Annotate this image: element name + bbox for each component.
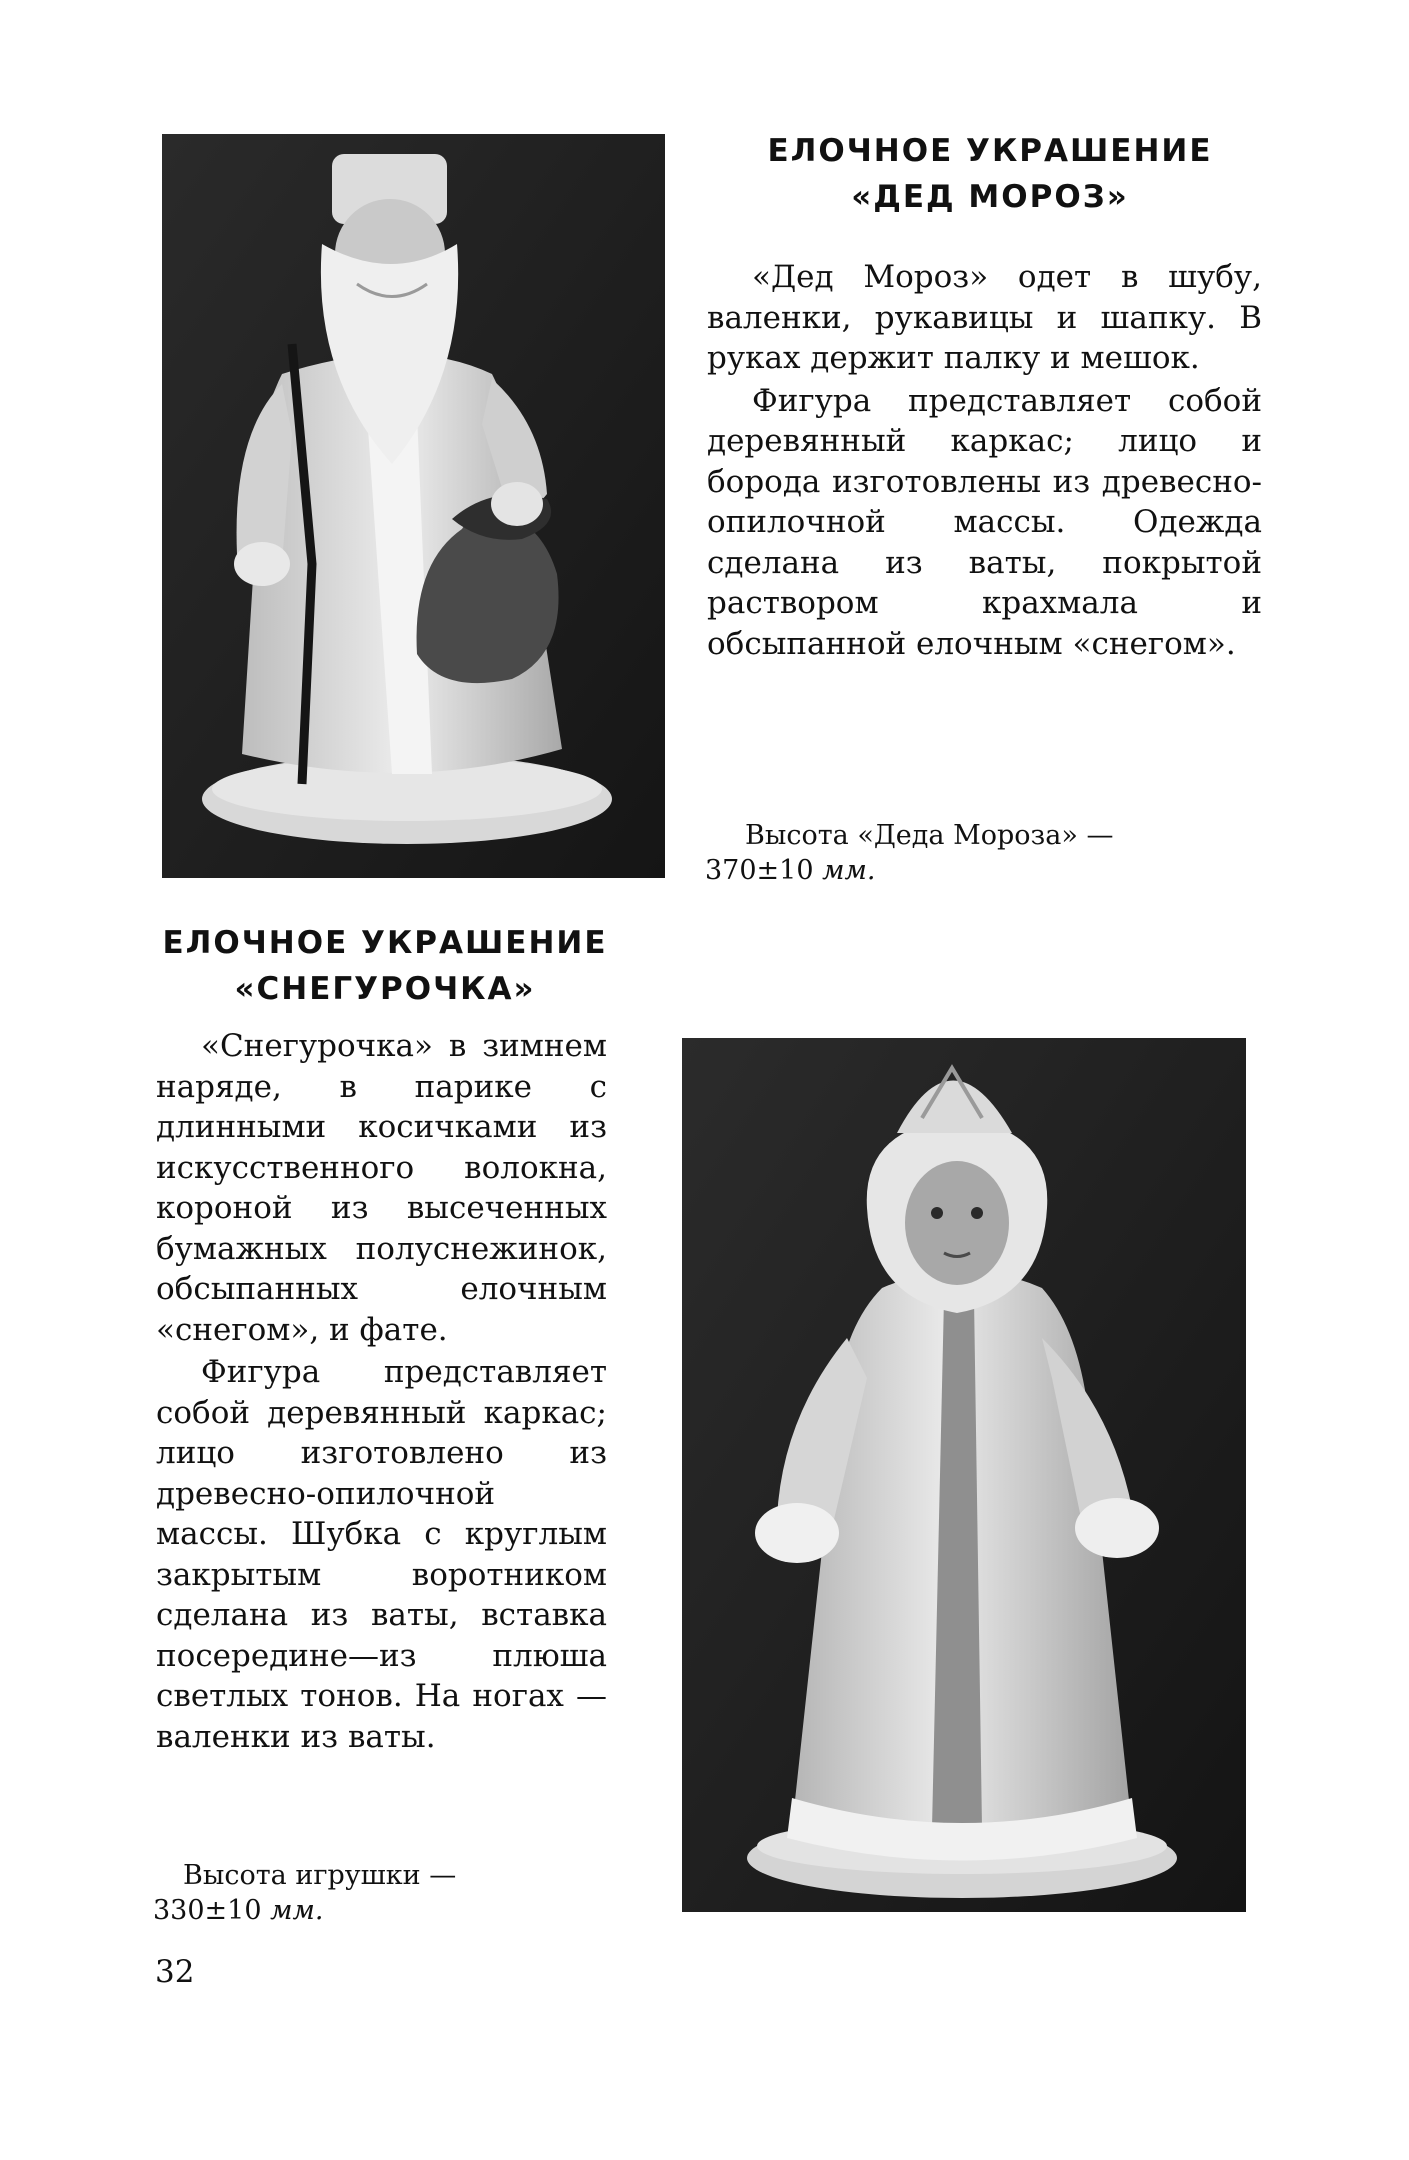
snegurochka-description bbox=[156, 1026, 607, 1757]
snegurochka-heading-line2: «СНЕГУРОЧКА» bbox=[234, 971, 536, 1007]
ded-moroz-height-value: 370±10 bbox=[705, 855, 814, 886]
ded-moroz-figure-illustration bbox=[162, 134, 665, 878]
ded-moroz-heading-line1: ЕЛОЧНОЕ УКРАШЕНИЕ bbox=[767, 133, 1213, 169]
ded-moroz-heading bbox=[705, 128, 1275, 220]
ded-moroz-paragraph-1: «Дед Мороз» одет в шубу, валенки, рукавицы и шапку. В руках держит палку и мешок. bbox=[707, 259, 1262, 376]
snegurochka-height-label: Высота игрушки — bbox=[183, 1860, 457, 1891]
snegurochka-height-unit: мм. bbox=[270, 1895, 324, 1926]
ded-moroz-height bbox=[705, 818, 1265, 888]
ded-moroz-height-label: Высота «Деда Мороза» — bbox=[745, 820, 1114, 851]
snegurochka-height-value: 330±10 bbox=[153, 1895, 262, 1926]
snegurochka-figure-illustration bbox=[682, 1038, 1246, 1912]
ded-moroz-heading-line2: «ДЕД МОРОЗ» bbox=[851, 179, 1129, 215]
ded-moroz-paragraph-2: Фигура представляет собой деревянный каркас; лицо и борода изготовлены из древесно-опилочной массы. Одежда сделана из ваты, покрытой раствором крахмала и обсыпанной елочным «снегом». bbox=[707, 382, 1262, 662]
snegurochka-heading bbox=[120, 920, 650, 1012]
ded-moroz-height-unit: мм. bbox=[822, 855, 876, 886]
page-number: 32 bbox=[155, 1954, 195, 1990]
ded-moroz-photo bbox=[162, 134, 665, 878]
snegurochka-heading-line1: ЕЛОЧНОЕ УКРАШЕНИЕ bbox=[162, 925, 608, 961]
snegurochka-paragraph-2: Фигура представляет собой деревянный каркас; лицо изготовлено из древесно-опилочной массы. Шубка с круглым закрытым воротником сделана из ваты, вставка посередине—из плюша светлых тонов. На ногах — валенки из ваты. bbox=[156, 1354, 607, 1755]
snegurochka-paragraph-1: «Снегурочка» в зимнем наряде, в парике с длинными косичками из искусственного волокна, короной из высеченных бумажных полуснежинок, обсыпанных елочным «снегом», и фате. bbox=[156, 1028, 607, 1348]
snegurochka-photo bbox=[682, 1038, 1246, 1912]
ded-moroz-description bbox=[707, 257, 1262, 664]
snegurochka-height bbox=[153, 1858, 603, 1928]
